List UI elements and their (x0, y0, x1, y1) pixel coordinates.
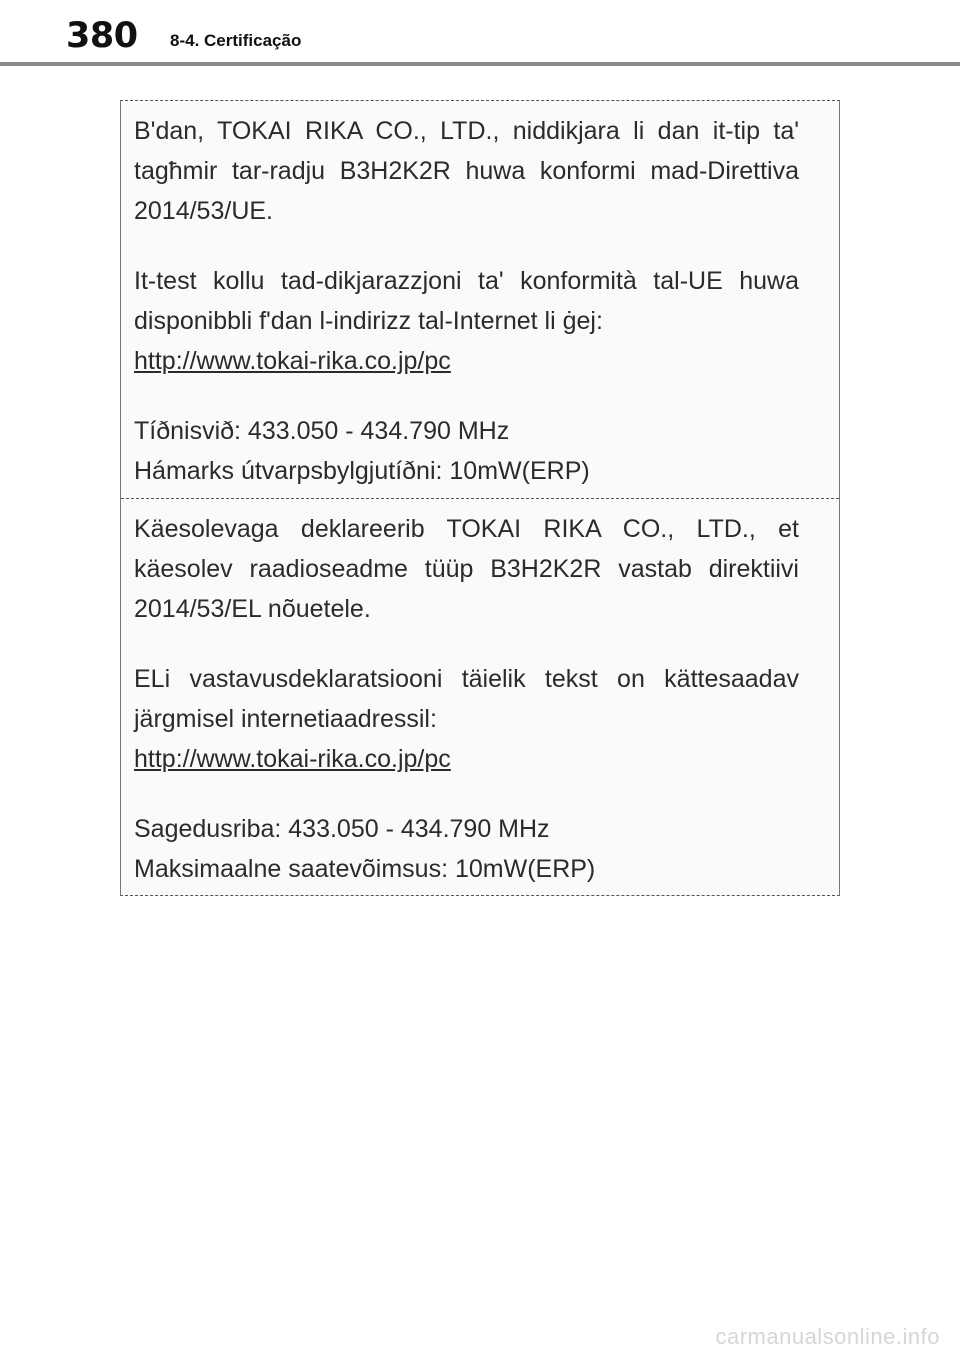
section-title: 8-4. Certificação (170, 31, 302, 50)
power-text: Maksimaalne saatevõimsus: 10mW(ERP) (134, 855, 596, 883)
availability-text: ELi vastavusdeklaratsiooni täielik tekst on kättesaadav järgmisel internetiaadressil: (134, 665, 799, 733)
declaration-text: B'dan, TOKAI RIKA CO., LTD., niddikjara li dan it-tip ta' tagħmir tar-radju B3H2K2R huwa konformi mad-Direttiva 2014/53/UE. (134, 117, 799, 225)
watermark: carmanualsonline.info (715, 1324, 940, 1349)
page-number: 380 (66, 16, 138, 56)
declaration-url-link[interactable]: http://www.tokai-rika.co.jp/pc (134, 347, 451, 375)
declaration-url-link[interactable]: http://www.tokai-rika.co.jp/pc (134, 745, 451, 773)
frequency-text: Sagedusriba: 433.050 - 434.790 MHz (134, 815, 550, 843)
frequency-text: Tíðnisvið: 433.050 - 434.790 MHz (134, 417, 510, 445)
certification-table (120, 100, 840, 896)
declaration-text: Käesolevaga deklareerib TOKAI RIKA CO., LTD., et käesolev raadioseadme tüüp B3H2K2R vastab direktiivi 2014/53/EL nõuetele. (134, 515, 799, 623)
header-rule (0, 62, 960, 66)
cert-block-estonian (121, 498, 839, 895)
cert-block-maltese (121, 101, 839, 498)
availability-text: It-test kollu tad-dikjarazzjoni ta' konformità tal-UE huwa disponibbli f'dan l-indirizz tal-Internet li ġej: (134, 267, 799, 335)
page-header (0, 0, 960, 66)
power-text: Hámarks útvarpsbylgjutíðni: 10mW(ERP) (134, 457, 590, 485)
